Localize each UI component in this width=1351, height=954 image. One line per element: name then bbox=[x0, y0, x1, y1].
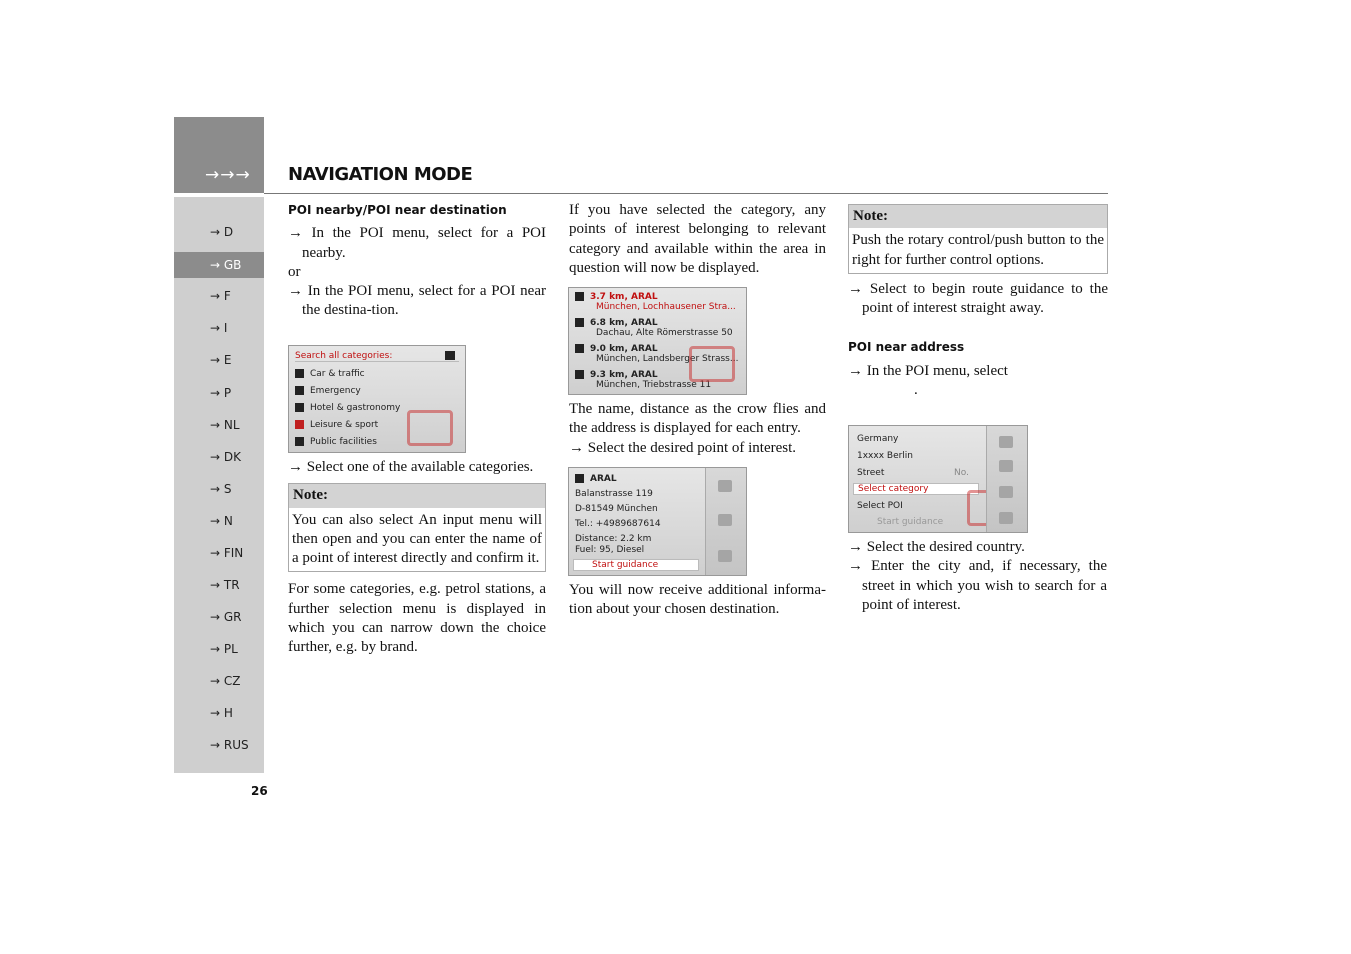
lang-pl[interactable]: → PL bbox=[210, 642, 238, 656]
lang-f[interactable]: → F bbox=[210, 289, 231, 303]
instruction-step: → In the POI menu, select for a POI near the destina-tion. bbox=[288, 283, 546, 319]
section-heading: POI near address bbox=[848, 340, 965, 355]
category-item[interactable]: Public facilities bbox=[295, 437, 377, 447]
instruction-step: → Select to begin route guidance to the point of interest straight away. bbox=[848, 280, 1108, 317]
note-box bbox=[848, 204, 1108, 274]
screen-categories bbox=[288, 345, 466, 453]
screen-poi-list bbox=[568, 287, 747, 395]
category-item[interactable]: Emergency bbox=[295, 386, 361, 396]
start-guidance-button[interactable]: Start guidance bbox=[573, 559, 699, 571]
fuel-icon bbox=[575, 474, 584, 483]
note-body: Push the rotary control/push button to the right for further control options. bbox=[852, 232, 1104, 268]
section-heading: POI nearby/POI near destination bbox=[288, 203, 507, 217]
lang-gb[interactable]: → GB bbox=[174, 252, 264, 278]
paragraph: If you have selected the category, any points of interest belonging to relevant category and available within the area in question will now be displayed. bbox=[569, 202, 826, 276]
header-arrows: →→→ bbox=[205, 165, 251, 185]
column-3 bbox=[848, 204, 1108, 400]
poi-name: ARAL bbox=[575, 474, 617, 484]
select-poi-item[interactable]: Select POI bbox=[857, 501, 903, 511]
header-rule bbox=[264, 193, 1108, 194]
instruction-step: → Enter the city and, if necessary, the street in which you wish to search for a point of interest. bbox=[848, 558, 1107, 613]
period-text: . bbox=[914, 382, 918, 399]
category-item[interactable]: Car & traffic bbox=[295, 369, 365, 379]
lang-nl[interactable]: → NL bbox=[210, 418, 240, 432]
poi-city: D-81549 München bbox=[575, 504, 658, 514]
country-field[interactable]: Germany bbox=[857, 434, 899, 444]
flag-icon bbox=[445, 351, 455, 360]
column-1 bbox=[288, 201, 546, 321]
edit-icon[interactable] bbox=[999, 512, 1013, 524]
screen-poi-detail bbox=[568, 467, 747, 576]
poi-fuel: Fuel: 95, Diesel bbox=[575, 545, 645, 555]
lang-rus[interactable]: → RUS bbox=[210, 738, 249, 752]
note-box bbox=[288, 483, 546, 572]
map-icon[interactable] bbox=[718, 550, 732, 562]
poi-street: Balanstrasse 119 bbox=[575, 489, 653, 499]
public-icon bbox=[295, 437, 304, 446]
start-guidance-item[interactable]: Start guidance bbox=[877, 517, 944, 527]
poi-tel: Tel.: +4989687614 bbox=[575, 519, 661, 529]
page-title: NAVIGATION MODE bbox=[288, 164, 473, 185]
street-field[interactable]: Street bbox=[857, 468, 885, 478]
poi-entry[interactable]: 9.0 km, ARAL München, Landsberger Strass... bbox=[575, 344, 738, 364]
options-iconbar bbox=[705, 468, 746, 575]
settings-icon[interactable] bbox=[999, 436, 1013, 448]
column-1-lower bbox=[288, 458, 546, 658]
instruction-step: → Select the desired point of interest. bbox=[569, 439, 797, 456]
hotel-icon bbox=[295, 403, 304, 412]
column-2-middle bbox=[569, 400, 826, 458]
house-number-field[interactable]: No. bbox=[954, 468, 969, 478]
lang-dk[interactable]: → DK bbox=[210, 450, 241, 464]
lang-fin[interactable]: → FIN bbox=[210, 546, 244, 560]
poi-entry[interactable]: 6.8 km, ARAL Dachau, Alte Römerstrasse 50 bbox=[575, 318, 733, 338]
phone-icon[interactable] bbox=[718, 514, 732, 526]
lang-tr[interactable]: → TR bbox=[210, 578, 240, 592]
poi-entry[interactable]: 9.3 km, ARAL München, Triebstrasse 11 bbox=[575, 370, 711, 390]
language-sidebar bbox=[174, 197, 264, 773]
city-field[interactable]: 1xxxx Berlin bbox=[857, 451, 914, 461]
lang-i[interactable]: → I bbox=[210, 321, 228, 335]
lang-d[interactable]: → D bbox=[210, 225, 234, 239]
fuel-icon bbox=[575, 370, 584, 379]
screen-address bbox=[848, 425, 1028, 533]
fuel-icon bbox=[575, 318, 584, 327]
map-icon[interactable] bbox=[999, 486, 1013, 498]
lang-h[interactable]: → H bbox=[210, 706, 233, 720]
lang-cz[interactable]: → CZ bbox=[210, 674, 241, 688]
column-3-lower bbox=[848, 538, 1107, 615]
instruction-step: → In the POI menu, select for a POI nearby. bbox=[288, 225, 546, 261]
category-item[interactable]: Hotel & gastronomy bbox=[295, 403, 400, 413]
column-2-lower bbox=[569, 581, 826, 620]
fuel-icon bbox=[575, 292, 584, 301]
paragraph: You will now receive additional informa-tion about your chosen destination. bbox=[569, 582, 826, 618]
or-text: or bbox=[288, 263, 301, 280]
paragraph: The name, distance as the crow flies and the address is displayed for each entry. bbox=[569, 401, 826, 437]
options-iconbar bbox=[986, 426, 1027, 532]
lang-s[interactable]: → S bbox=[210, 482, 232, 496]
instruction-step: → In the POI menu, select bbox=[848, 362, 1008, 379]
lang-n[interactable]: → N bbox=[210, 514, 233, 528]
note-title: Note: bbox=[849, 205, 1107, 228]
cart-watermark-icon bbox=[689, 346, 735, 382]
lang-p[interactable]: → P bbox=[210, 386, 232, 400]
instruction-step: → Select one of the available categories. bbox=[288, 459, 534, 475]
category-item[interactable]: Leisure & sport bbox=[295, 420, 378, 430]
poi-distance: Distance: 2.2 km bbox=[575, 534, 652, 544]
car-icon bbox=[295, 369, 304, 378]
page-number: 26 bbox=[251, 784, 268, 798]
save-icon[interactable] bbox=[999, 460, 1013, 472]
column-2 bbox=[569, 201, 826, 278]
note-body: You can also select An input menu will then open and you can enter the name of a point of interest directly and confirm it. bbox=[292, 511, 542, 567]
categories-title: Search all categories: bbox=[295, 351, 459, 362]
save-icon[interactable] bbox=[718, 480, 732, 492]
fuel-icon bbox=[575, 344, 584, 353]
emergency-icon bbox=[295, 386, 304, 395]
paragraph: For some categories, e.g. petrol stations, a further selection menu is displayed in which you can narrow down the choice further, e.g. by brand. bbox=[288, 581, 546, 656]
leisure-icon bbox=[295, 420, 304, 429]
lang-e[interactable]: → E bbox=[210, 353, 232, 367]
lang-gr[interactable]: → GR bbox=[210, 610, 242, 624]
cart-watermark-icon bbox=[407, 410, 453, 446]
poi-entry[interactable]: 3.7 km, ARAL München, Lochhausener Stra... bbox=[575, 292, 743, 312]
instruction-step: → Select the desired country. bbox=[848, 539, 1025, 555]
select-category-item[interactable]: Select category bbox=[853, 483, 979, 495]
note-title: Note: bbox=[289, 484, 545, 507]
